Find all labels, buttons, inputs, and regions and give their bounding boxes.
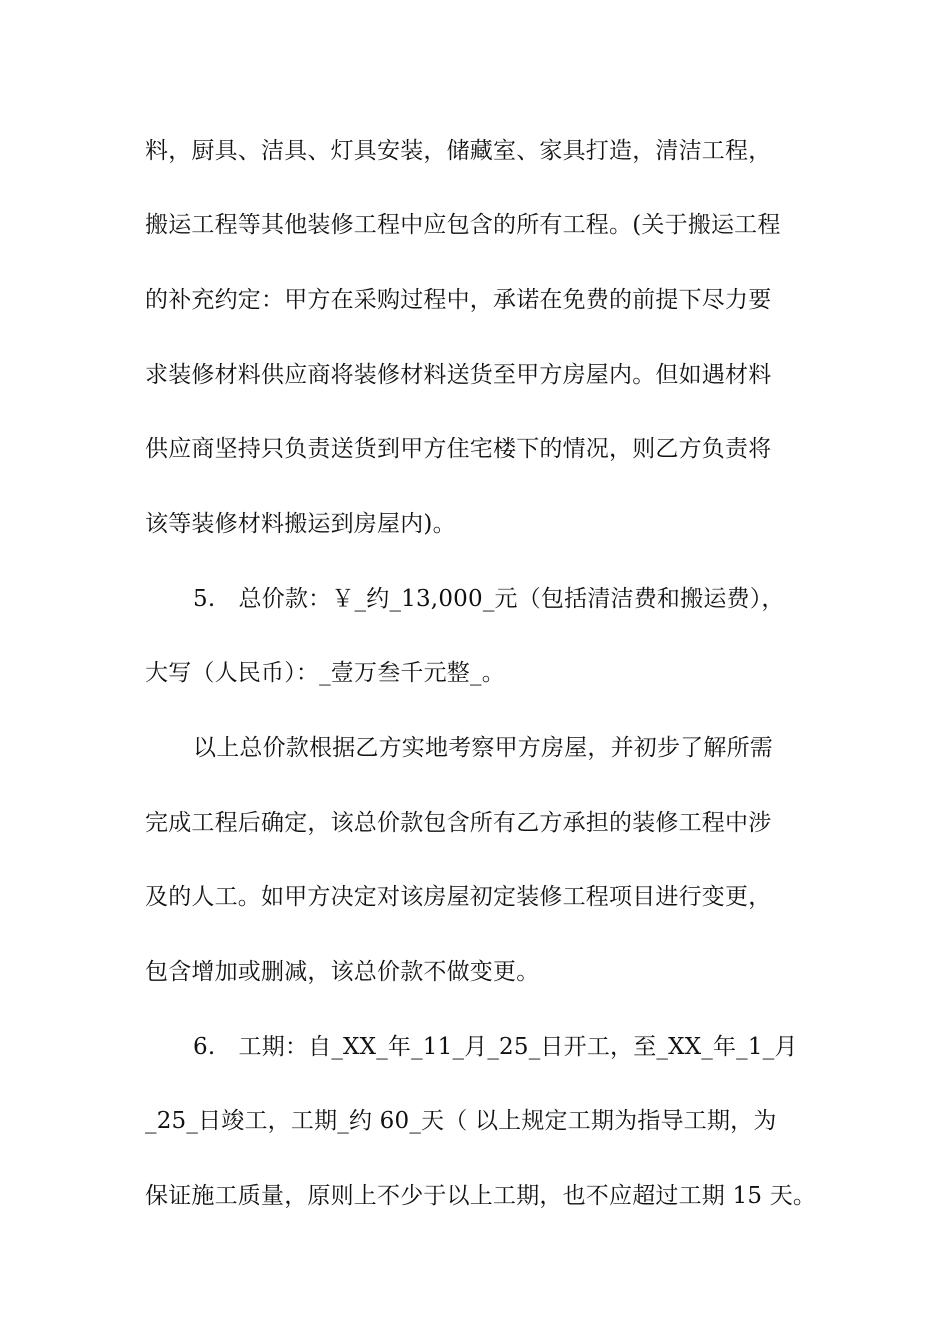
text-line-5: 供应商坚持只负责送货到甲方住宅楼下的情况，则乙方负责将 [145,436,772,462]
text-line-10: 完成工程后确定，该总价款包含所有乙方承担的装修工程中涉 [145,810,772,836]
text-line-1: 料，厨具、洁具、灯具安装，储藏室、家具打造，清洁工程， [145,138,772,164]
text-line-6: 该等装修材料搬运到房屋内)。 [145,511,456,537]
clause-5-total-price: 5. 总价款：￥_约_13,000_元（包括清洁费和搬运费）， [193,586,785,612]
text-line-14: _25_日竣工，工期_约 60_天（ 以上规定工期为指导工期，为 [145,1108,777,1134]
total-price-in-words: 大写（人民币）：_壹万叁千元整_。 [145,660,505,686]
clause-6-construction-period: 6. 工期：自_XX_年_11_月_25_日开工，至_XX_年_1_月 [193,1034,798,1060]
text-line-11: 及的人工。如甲方决定对该房屋初定装修工程项目进行变更， [145,884,772,910]
text-line-12: 包含增加或删减，该总价款不做变更。 [145,959,540,985]
text-line-4: 求装修材料供应商将装修材料送货至甲方房屋内。但如遇材料 [145,362,772,388]
text-line-9: 以上总价款根据乙方实地考察甲方房屋，并初步了解所需 [193,735,773,761]
text-line-3: 的补充约定：甲方在采购过程中，承诺在免费的前提下尽力要 [145,287,772,313]
text-line-15: 保证施工质量，原则上不少于以上工期，也不应超过工期 15 天。 [145,1183,817,1209]
text-line-2: 搬运工程等其他装修工程中应包含的所有工程。(关于搬运工程 [145,212,781,238]
